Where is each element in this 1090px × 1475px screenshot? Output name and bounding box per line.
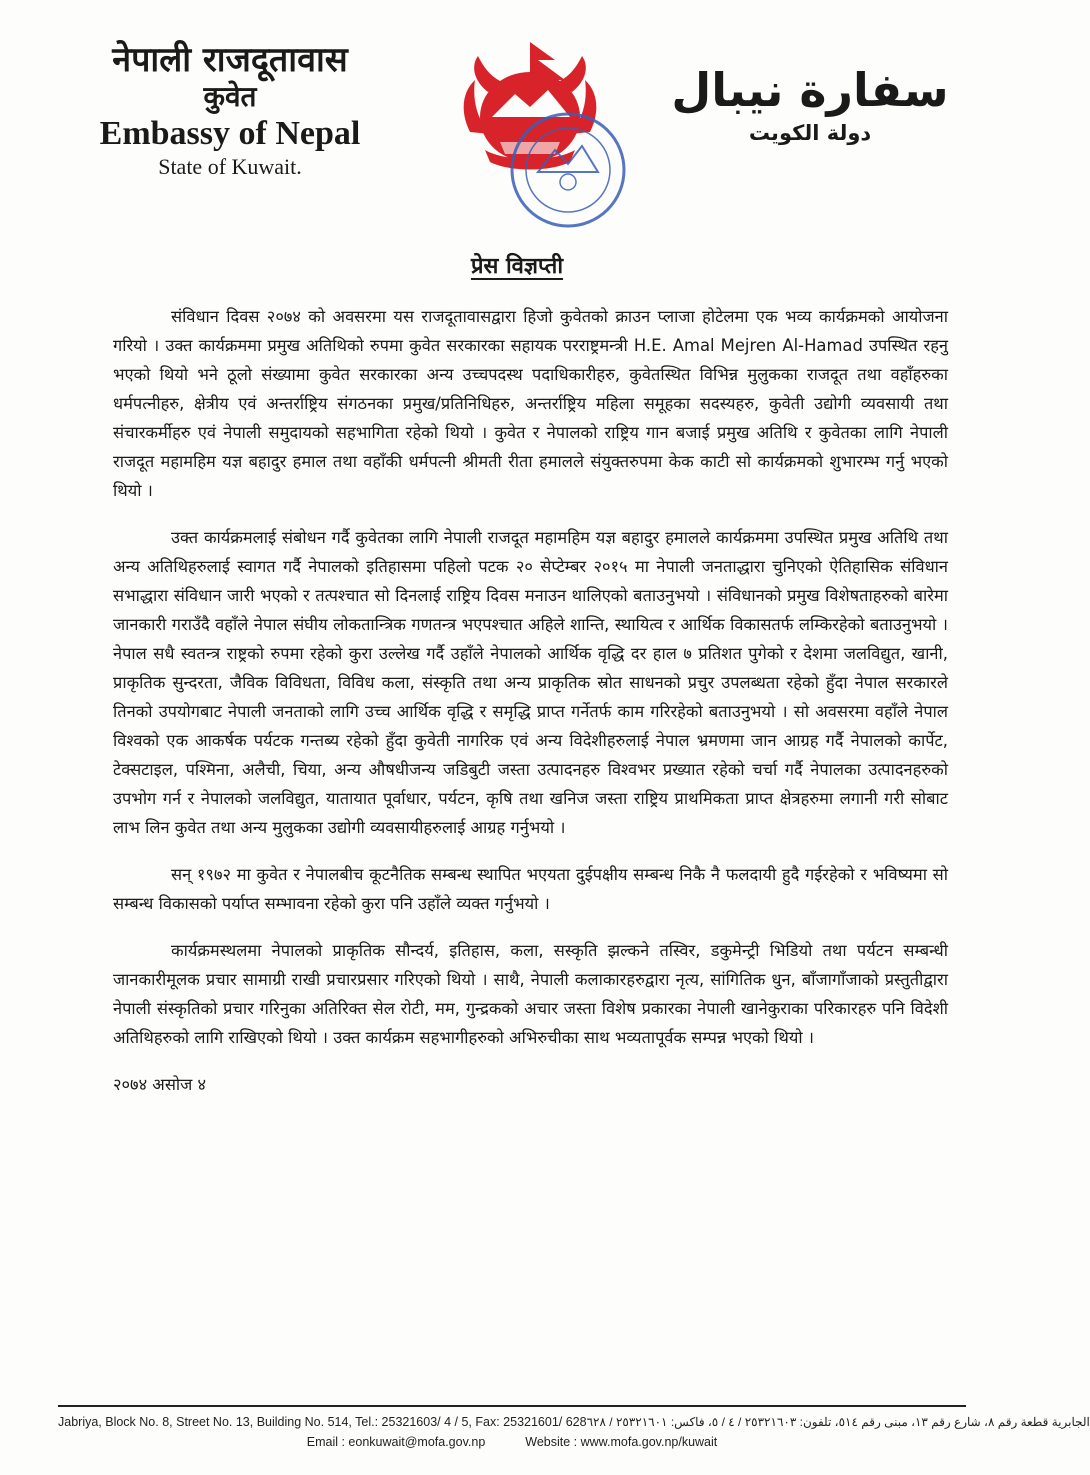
embassy-name-arabic: سفارة نيبال [671,63,949,117]
press-release-body [113,302,948,1117]
footer-divider [58,1405,966,1407]
press-release-title: प्रेस विज्ञप्ती [470,254,564,279]
footer-website: Website : www.mofa.gov.np/kuwait [525,1435,718,1449]
embassy-name-nepali: नेपाली राजदूतावास [112,40,348,80]
embassy-city-nepali: कुवेत [203,80,257,113]
letterhead [0,0,1034,240]
letterhead-right [630,62,990,148]
embassy-state-english: State of Kuwait. [158,154,302,179]
paragraph-1: संविधान दिवस २०७४ को अवसरमा यस राजदूतावासद्वारा हिजो कुवेतको क्राउन प्लाजा होटेलमा एक भव्य कार्यक्रमको आयोजना गरियो । उक्त कार्यक्रममा प्रमुख अतिथिको रुपमा कुवेत सरकारका सहायक परराष्ट्रमन्त्री H.E. Amal Mejren Al-Hamad उपस्थित रहनु भएको थियो भने ठूलो संख्यामा कुवेत सरकारका अन्य उच्चपदस्थ पदाधिकारीहरु, कुवेतस्थित विभिन्न मुलुकका राजदूत तथा वहाँहरुका धर्मपत्नीहरु, क्षेत्रीय एवं अन्तर्राष्ट्रिय संगठनका प्रमुख/प्रतिनिधिहरु, अन्तर्राष्ट्रिय महिला समूहका सदस्यहरु, कुवेती उद्योगी व्यवसायी तथा संचारकर्मीहरु एवं नेपाली समुदायको सहभागिता रहेको थियो । कुवेत र नेपालको राष्ट्रिय गान बजाई प्रमुख अतिथि र कुवेतका लागि नेपाली राजदूत महामहिम यज्ञ बहादुर हमाल तथा वहाँकी धर्मपत्नी श्रीमती रीता हमालले संयुक्तरुपमा केक काटी सो कार्यक्रमको शुभारम्भ गर्नु भएको थियो । [113,307,948,500]
footer-address-english: Jabriya, Block No. 8, Street No. 13, Building No. 514, Tel.: 25321603/ 4 / 5, Fax: 25321601/ 628 [58,1415,587,1429]
embassy-state-arabic: دولة الكويت [748,121,872,145]
press-release-title-wrap [0,250,1034,280]
nepal-emblem-with-seal [430,22,630,232]
release-date: २०७४ असोज ४ [113,1075,207,1094]
nepal-emblem-icon [464,42,597,170]
letterhead-left [40,40,420,180]
footer [58,1415,1090,1449]
paragraph-3: सन् १९७२ मा कुवेत र नेपालबीच कूटनैतिक सम्बन्ध स्थापित भएयता दुईपक्षीय सम्बन्ध निकै नै फलदायी हुदै गईरहेको र भविष्यमा सो सम्बन्ध विकासको पर्याप्त सम्भावना रहेको कुरा पनि उहाँले व्यक्त गर्नुभयो । [113,865,948,913]
footer-email: Email : eonkuwait@mofa.gov.np [306,1435,486,1449]
footer-address-arabic: الجابرية قطعة رقم ٨، شارع رقم ١٣، مبنى رقم ٥١٤، تلفون: ٢٥٣٢١٦٠٣ / ٤ / ٥، فاكس: ٢٥٣٢١٦٠١ / ٦٢٨ [586,1415,1090,1429]
embassy-name-english: Embassy of Nepal [99,115,361,152]
paragraph-2: उक्त कार्यक्रमलाई संबोधन गर्दै कुवेतका लागि नेपाली राजदूत महामहिम यज्ञ बहादुर हमालले कार्यक्रममा उपस्थित प्रमुख अतिथि तथा अन्य अतिथिहरुलाई स्वागत गर्दै नेपालको इतिहासमा पहिलो पटक २० सेप्टेम्बर २०१५ मा नेपाली जनताद्धारा चुनिएको ऐतिहासिक संविधान सभाद्धारा संविधान जारी भएको र तत्पश्चात सो दिनलाई राष्ट्रिय दिवस मनाउन थालिएको बताउनुभयो । संविधानको प्रमुख विशेषताहरुको बारेमा जानकारी गराउँदै वहाँले नेपाल संघीय लोकतान्त्रिक गणतन्त्र भएपश्चात अहिले शान्ति, स्थायित्व र आर्थिक विकासतर्फ लम्किरहेको बताउनुभयो । नेपाल सधै स्वतन्त्र राष्ट्रको रुपमा रहेको कुरा उल्लेख गर्दै उहाँले नेपालको आर्थिक वृद्धि दर हाल ७ प्रतिशत पुगेको र देशमा जलविद्युत, खानी, प्राकृतिक सुन्दरता, जैविक विविधता, विविध कला, संस्कृति तथा अन्य प्राकृतिक स्रोत साधनको प्रचुर उपलब्धता रहेको हुँदा नेपाल सरकारले तिनको उपयोगबाट नेपाली जनताको लागि उच्च आर्थिक वृद्धि र समृद्धि प्राप्त गर्नेतर्फ काम गरिरहेको बताउनुभयो । सो अवसरमा वहाँले नेपाल विश्वको एक आकर्षक पर्यटक गन्तब्य रहेको हुँदा कुवेती नागरिक एवं अन्य विदेशीहरुलाई नेपाल भ्रमणमा जान आग्रह गर्दै नेपालको कार्पेट, टेक्सटाइल, पश्मिना, अलैची, चिया, अन्य औषधीजन्य जडिबुटी जस्ता उत्पादनहरु विश्वभर प्रख्यात रहेको चर्चा गर्दै नेपालका उत्पादनहरुको उपभोग गर्न र नेपालको जलविद्युत, यातायात पूर्वाधार, पर्यटन, कृषि तथा खनिज जस्ता राष्ट्रिय प्राथमिकता प्राप्त क्षेत्रहरुमा लगानी गरी सोबाट लाभ लिन कुवेत तथा अन्य मुलुकका उद्योगी व्यवसायीहरुलाई आग्रह गर्नुभयो । [113,528,948,837]
paragraph-4: कार्यक्रमस्थलमा नेपालको प्राकृतिक सौन्दर्य, इतिहास, कला, सस्कृति झल्कने तस्विर, डकुमेन्ट्री भिडियो तथा पर्यटन सम्बन्धी जानकारीमूलक प्रचार सामाग्री राखी प्रचारप्रसार गरिएको थियो । साथै, नेपाली कलाकारहरुद्वारा नृत्य, सांगितिक धुन, बाँजागाँजाको प्रस्तुतीद्वारा नेपाली संस्कृतिको प्रचार गरिनुका अतिरिक्त सेल रोटी, मम, गुन्द्रकको अचार जस्ता विशेष प्रकारका नेपाली खानेकुराका परिकारहरु पनि विदेशी अतिथिहरुको लागि राखिएको थियो । उक्त कार्यक्रम सहभागीहरुको अभिरुचीका साथ भव्यतापूर्वक सम्पन्न भएको थियो । [113,941,948,1047]
